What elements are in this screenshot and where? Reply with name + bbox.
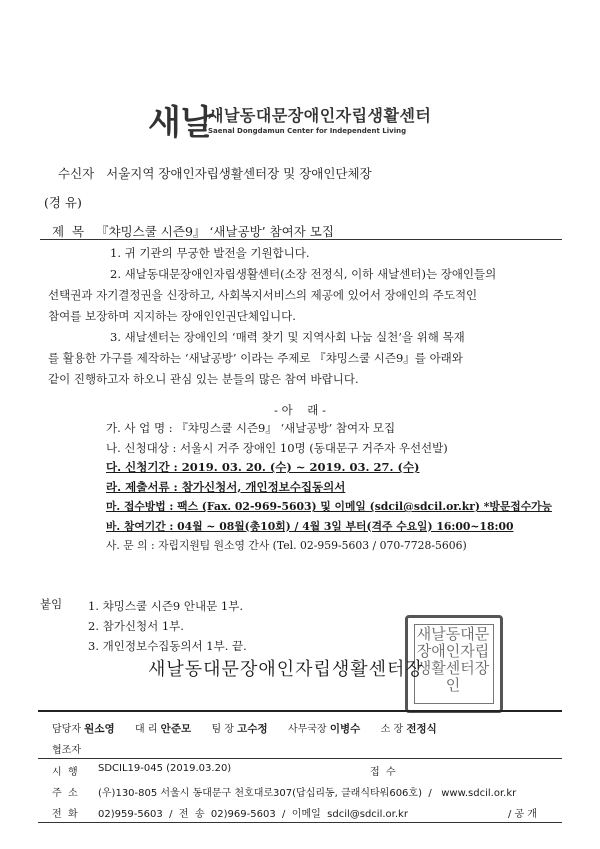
paragraph-3-line-1: 3. 새날센터는 장애인의 ‘매력 찾기 및 지역사회 나눔 실천’을 위해 목재: [110, 330, 465, 344]
attachment-item: 2. 참가신청서 1부.: [88, 619, 184, 633]
recipient: 서울지역 장애인자립생활센터장 및 장애인단체장: [106, 166, 372, 181]
paragraph-2-line-3: 참여를 보장하며 지지하는 장애인인권단체입니다.: [48, 309, 296, 323]
paragraph-2-line-1: 2. 새날동대문장애인자립생활센터(소장 전정식, 이하 새날센터)는 장애인들의: [110, 267, 497, 281]
body: [48, 243, 568, 390]
logo: [148, 95, 448, 150]
attachment-item: 1. 챠밍스쿨 시즌9 안내문 1부.: [88, 599, 243, 613]
detail-item: 바. 참여기간 : 04월 ~ 08월(총10회) / 4월 3일 부터(격주 수요일) 16:00~18:00: [106, 519, 514, 533]
fax-label: 전 송: [178, 809, 205, 820]
sender-org-name: 새날동대문장애인자립생활센터장: [148, 659, 424, 680]
paragraph-1: 1. 귀 기관의 무궁한 발전을 기원합니다.: [110, 246, 310, 260]
approval-role: 팀 장: [211, 724, 234, 735]
details-list: [106, 419, 586, 556]
receipt-label: 접 수: [370, 767, 396, 778]
fax-value: 02)969-5603: [210, 809, 276, 820]
attachments-list: [88, 596, 247, 656]
phone-label: 전 화: [52, 809, 78, 820]
approval-name: 이병수: [329, 723, 361, 735]
paragraph-3-line-3: 같이 진행하고자 하오니 관심 있는 분들의 많은 참여 바랍니다.: [48, 372, 359, 386]
logo-name-en: Saenal Dongdamun Center for Independent Living: [208, 127, 407, 135]
approval-role: 담당자: [52, 724, 81, 735]
address-label: 주 소: [52, 788, 78, 799]
approval-name: 원소영: [84, 723, 115, 735]
email-link[interactable]: sdcil@sdcil.or.kr: [327, 809, 408, 820]
exec-value: SDCIL19-045 (2019.03.20): [98, 763, 232, 774]
address-row: (우)130-805 서울시 동대문구 천호대로307(답십리동, 클래식타워606호) / www.sdcil.or.kr: [98, 788, 517, 799]
seal-text: 새날동대문장애인자립생활센터장인: [416, 625, 490, 694]
detail-item: 나. 신청대상 : 서울시 거주 장애인 10명 (동대문구 거주자 우선선발): [106, 440, 448, 455]
subject-label: 제 목: [52, 224, 85, 239]
detail-item: 마. 접수방법 : 팩스 (Fax. 02-969-5603) 및 이메일 (sdcil@sdcil.or.kr) *방문접수가능: [106, 500, 552, 513]
details-heading: - 아 래 -: [274, 403, 326, 417]
recipient-row: [58, 164, 372, 182]
contact-row: 02)959-5603 / 전 송 02)969-5603 / 이메일 sdcil@sdcil.or.kr: [98, 809, 408, 820]
via: (경 유): [44, 195, 82, 210]
logo-mark: 새날: [148, 103, 214, 143]
logo-name-ko: 새날동대문장애인자립생활센터: [208, 106, 432, 125]
attachments-label: 붙임: [40, 597, 63, 611]
attachment-item: 3. 개인정보수집동의서 1부. 끝.: [88, 639, 247, 653]
detail-item: 가. 사 업 명 : 『챠밍스쿨 시즌9』 ‘새날공방’ 참여자 모집: [106, 421, 396, 435]
recipient-label: 수신자: [58, 166, 95, 181]
footer-bottom-rule: [38, 822, 562, 823]
approval-line: [52, 720, 437, 736]
footer-rule: [38, 758, 562, 759]
approval-role: 소 장: [380, 724, 404, 735]
approval-role: 대 리: [134, 724, 158, 735]
exec-label: 시 행: [52, 767, 78, 778]
approval-name: 안준모: [160, 723, 192, 735]
paragraph-3-line-2: 를 활용한 가구를 제작하는 ‘새날공방’ 이라는 주제로 『챠밍스쿨 시즌9』를 아래와: [48, 351, 463, 365]
detail-item: 사. 문 의 : 자립지원팀 원소영 간사 (Tel. 02-959-5603 / 070-7728-5606): [106, 539, 467, 552]
phone-value: 02)959-5603: [98, 809, 163, 820]
subject-row: [52, 222, 334, 240]
email-label: 이메일: [291, 809, 321, 820]
website-link[interactable]: www.sdcil.or.kr: [441, 788, 517, 799]
approval-name: 고수정: [237, 723, 268, 735]
address-value: (우)130-805 서울시 동대문구 천호대로307(답십리동, 클래식타워606호): [98, 788, 422, 799]
public-label: / 공 개: [508, 809, 538, 820]
paragraph-2-line-2: 선택권과 자기결정권을 신장하고, 사회복지서비스의 제공에 있어서 장애인의 주도적인: [48, 288, 478, 302]
footer-divider: [38, 710, 562, 712]
detail-item: 라. 제출서류 : 참가신청서, 개인정보수집동의서: [106, 479, 346, 494]
header-divider: [40, 239, 562, 240]
subject: 『챠밍스쿨 시즌9』 ‘새날공방’ 참여자 모집: [96, 224, 334, 239]
detail-item: 다. 신청기간 : 2019. 03. 20. (수) ~ 2019. 03. 27. (수): [106, 460, 420, 474]
approval-name: 전정식: [406, 723, 437, 735]
cooperator-label: 협조자: [52, 745, 81, 756]
approval-role: 사무국장: [287, 724, 327, 735]
